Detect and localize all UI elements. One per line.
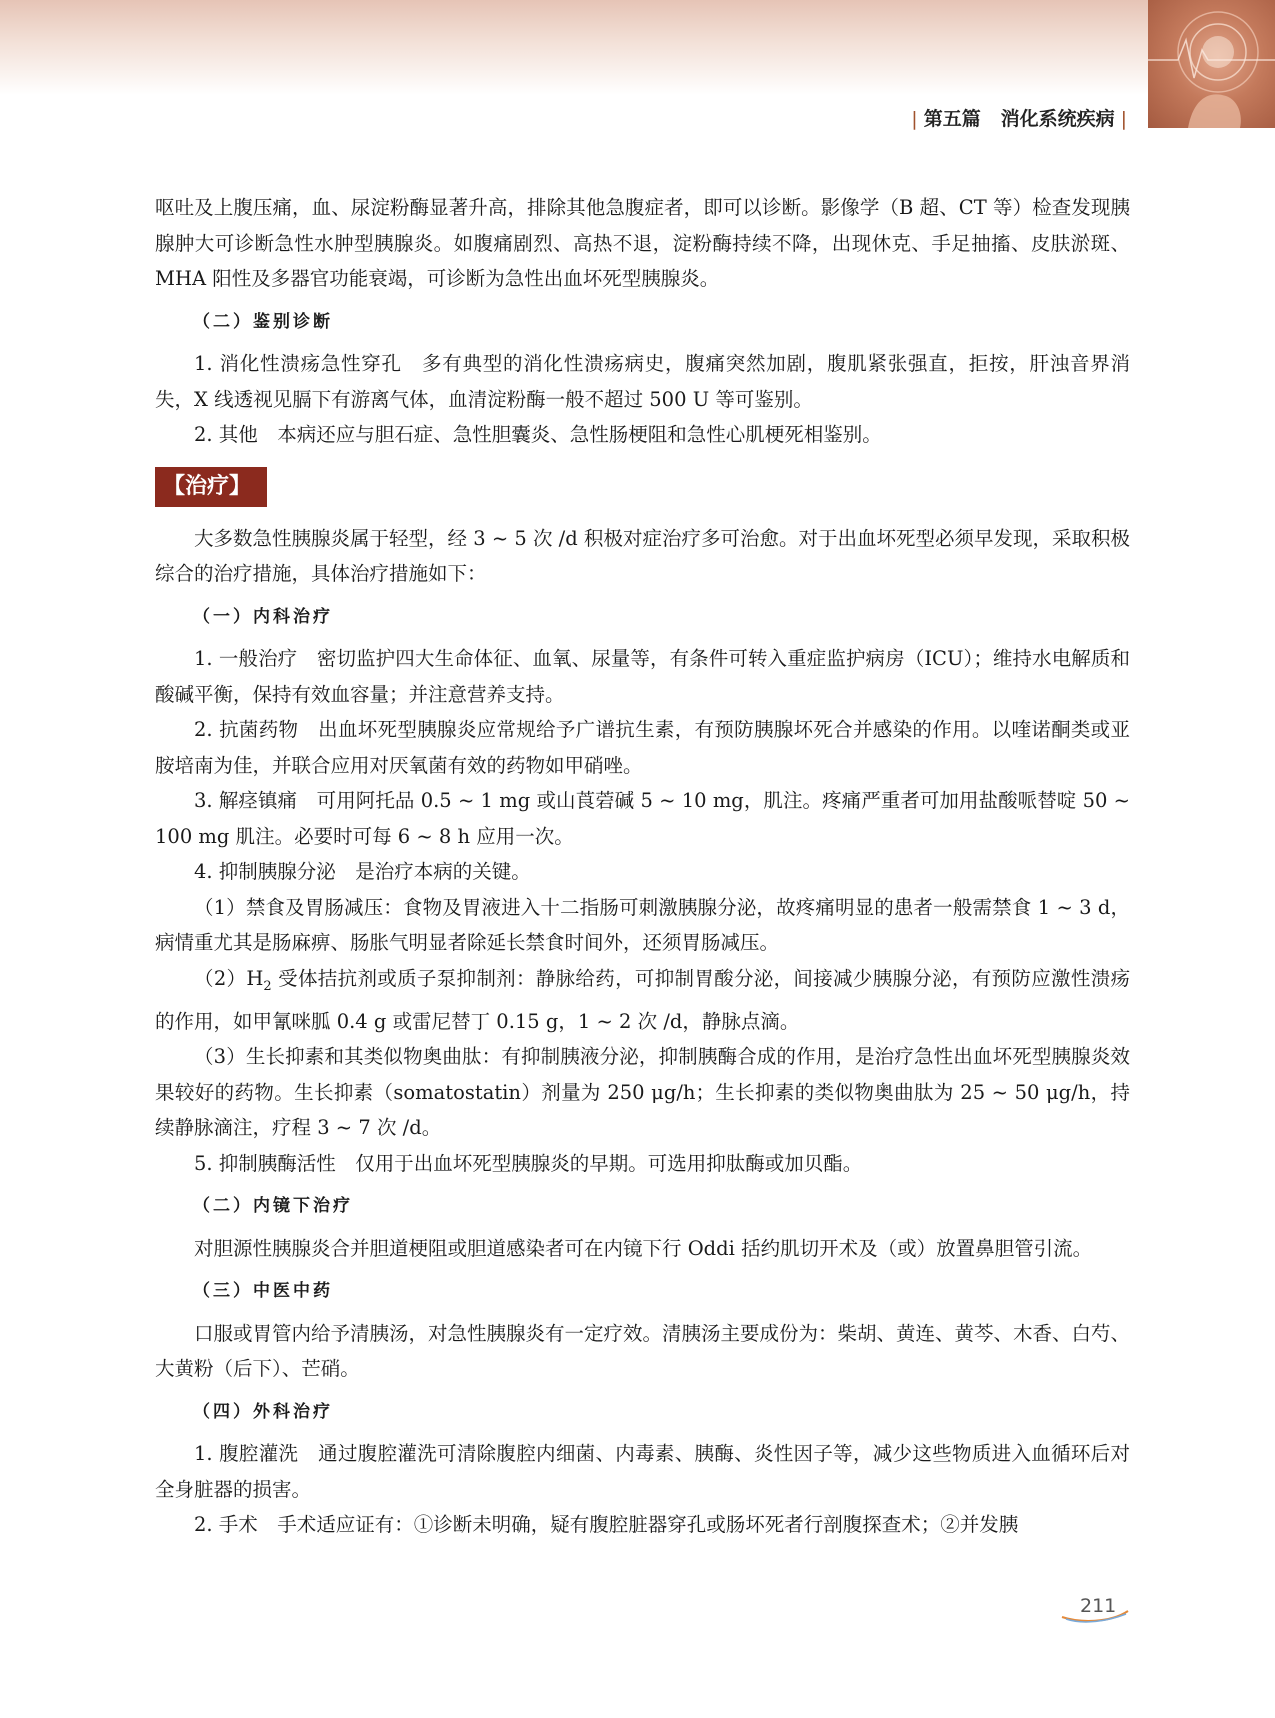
paragraph-tcm: 口服或胃管内给予清胰汤，对急性胰腺炎有一定疗效。清胰汤主要成份为：柴胡、黄连、黄芩、木香、白芍、大黄粉（后下）、芒硝。 bbox=[155, 1321, 1131, 1381]
paragraph-enzyme-inhibition: 5. 抑制胰酶活性 仅用于出血坏死型胰腺炎的早期。可选用抑肽酶或加贝酯。 bbox=[194, 1151, 863, 1175]
paragraph-inhibit-secretion: 4. 抑制胰腺分泌 是治疗本病的关键。 bbox=[194, 860, 531, 883]
paragraph-treatment-intro: 大多数急性胰腺炎属于轻型，经 3 ~ 5 次 /d 积极对症治疗多可治愈。对于出血坏死型必须早发现，采取积极综合的治疗措施，具体治疗措施如下： bbox=[155, 526, 1130, 585]
subheading-surgical-treatment: （四）外科治疗 bbox=[193, 1401, 333, 1422]
paragraph-diagnosis: 呕吐及上腹压痛，血、尿淀粉酶显著升高，排除其他急腹症者，即可以诊断。影像学（B 超、CT 等）检查发现胰腺肿大可诊断急性水肿型胰腺炎。如腹痛剧烈、高热不退，淀粉酶持续不降，出现休克、手足抽搐、皮肤淤斑、MHA 阳性及多器官功能衰竭，可诊断为急性出血坏死型胰腺炎。 bbox=[155, 196, 1130, 290]
subheading-tcm: （三）中医中药 bbox=[193, 1281, 333, 1302]
paragraph-diff-1: 1. 消化性溃疡急性穿孔 多有典型的消化性溃疡病史，腹痛突然加剧，腹肌紧张强直，拒按，肝浊音界消失，X 线透视见膈下有游离气体，血清淀粉酶一般不超过 500 U 等可鉴别。 bbox=[155, 352, 1130, 411]
main-content bbox=[155, 190, 1130, 1543]
paragraph-h2-blockers bbox=[155, 961, 1130, 1040]
paragraph-general-treatment: 1. 一般治疗 密切监护四大生命体征、血氧、尿量等，有条件可转入重症监护病房（ICU）；维持水电解质和酸碱平衡，保持有效血容量；并注意营养支持。 bbox=[155, 647, 1130, 706]
subheading-differential-diagnosis: （二）鉴别诊断 bbox=[193, 311, 333, 332]
header-part: 第五篇 bbox=[923, 108, 981, 130]
paragraph-fasting: （1）禁食及胃肠减压：食物及胃液进入十二指肠可刺激胰腺分泌，故疼痛明显的患者一般需禁食 1 ~ 3 d，病情重尤其是肠麻痹、肠胀气明显者除延长禁食时间外，还须胃肠减压。 bbox=[155, 895, 1130, 954]
header-title: 消化系统疾病 bbox=[1000, 108, 1115, 130]
header-band bbox=[0, 0, 1275, 95]
h2-subscript: 2 bbox=[263, 978, 272, 994]
paragraph-diff-2: 2. 其他 本病还应与胆石症、急性胆囊炎、急性肠梗阻和急性心肌梗死相鉴别。 bbox=[194, 423, 882, 446]
section-title-treatment: 【治疗】 bbox=[155, 467, 267, 507]
h2-text: 受体拮抗剂或质子泵抑制剂：静脉给药，可抑制胃酸分泌，间接减少胰腺分泌，有预防应激性溃疡的作用，如甲氰咪胍 0.4 g 或雷尼替丁 0.15 g，1 ~ 2 次 /d，静脉点滴。 bbox=[155, 966, 1130, 1033]
header-divider: | bbox=[1120, 108, 1127, 130]
page-number: 211 bbox=[1080, 1595, 1117, 1617]
paragraph-endoscopic: 对胆源性胰腺炎合并胆道梗阻或胆道感染者可在内镜下行 Oddi 括约肌切开术及（或）放置鼻胆管引流。 bbox=[194, 1236, 1093, 1260]
paragraph-lavage: 1. 腹腔灌洗 通过腹腔灌洗可清除腹腔内细菌、内毒素、胰酶、炎性因子等，减少这些物质进入血循环后对全身脏器的损害。 bbox=[155, 1442, 1130, 1501]
h2-prefix: （2）H bbox=[194, 966, 264, 990]
paragraph-surgery: 2. 手术 手术适应证有：①诊断未明确，疑有腹腔脏器穿孔或肠坏死者行剖腹探查术；②并发胰 bbox=[194, 1513, 1019, 1537]
subheading-endoscopic-treatment: （二）内镜下治疗 bbox=[193, 1196, 353, 1217]
running-header bbox=[905, 104, 1133, 131]
paragraph-somatostatin: （3）生长抑素和其类似物奥曲肽：有抑制胰液分泌，抑制胰酶合成的作用，是治疗急性出血坏死型胰腺炎效果较好的药物。生长抑素（somatostatin）剂量为 250 μg/h；生长抑素的类似物奥曲肽为 25 ~ 50 μg/h，持续静脉滴注，疗程 3 ~ 7 次 /d。 bbox=[155, 1045, 1130, 1140]
header-divider: | bbox=[911, 108, 918, 130]
paragraph-analgesia: 3. 解痉镇痛 可用阿托品 0.5 ~ 1 mg 或山莨菪碱 5 ~ 10 mg，肌注。疼痛严重者可加用盐酸哌替啶 50 ~ 100 mg 肌注。必要时可每 6 ~ 8 h 应用一次。 bbox=[155, 789, 1130, 848]
paragraph-antibiotics: 2. 抗菌药物 出血坏死型胰腺炎应常规给予广谱抗生素，有预防胰腺坏死合并感染的作用。以喹诺酮类或亚胺培南为佳，并联合应用对厌氧菌有效的药物如甲硝唑。 bbox=[155, 718, 1130, 777]
subheading-internal-treatment: （一）内科治疗 bbox=[193, 606, 333, 627]
stethoscope-icon bbox=[1148, 0, 1275, 128]
header-stethoscope-image bbox=[1148, 0, 1275, 128]
